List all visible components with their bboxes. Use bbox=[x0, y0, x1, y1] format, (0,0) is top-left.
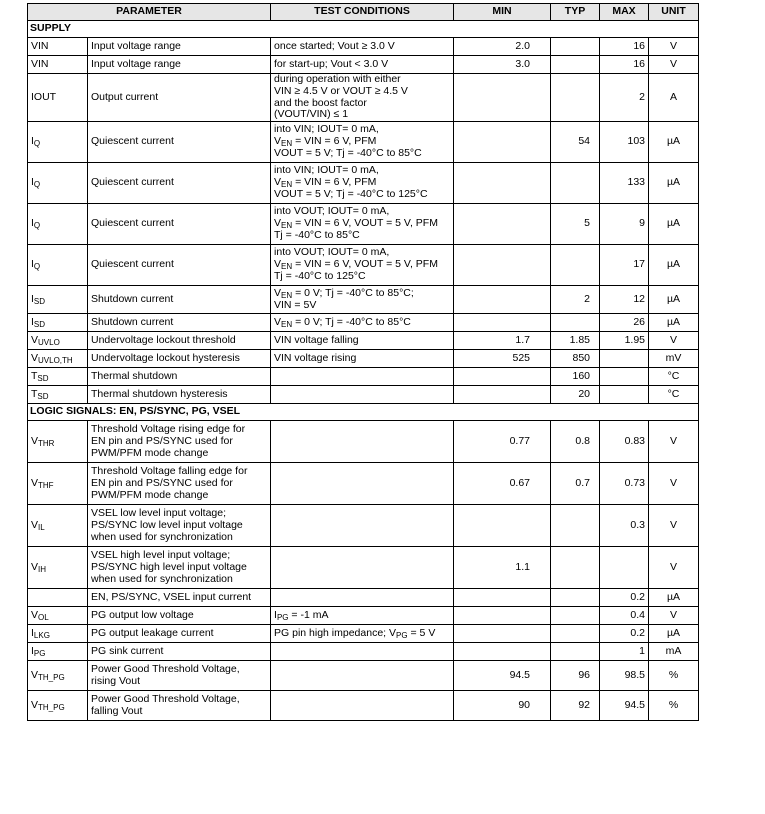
parameter-cell bbox=[88, 122, 271, 163]
table-row bbox=[28, 643, 699, 661]
parameter-cell bbox=[88, 607, 271, 625]
parameter-line: Thermal shutdown bbox=[91, 369, 178, 382]
unit-cell: µA bbox=[649, 314, 699, 332]
condition-line: $V_{EN}$ = VIN = 6 V, PFM bbox=[274, 135, 377, 149]
symbol-cell: $I_Q$ bbox=[28, 245, 88, 286]
condition-line: VIN voltage falling bbox=[274, 333, 359, 346]
condition-line: once started; Vout ≥ 3.0 V bbox=[274, 39, 395, 52]
typ-cell: 92 bbox=[551, 691, 600, 721]
parameter-line: Shutdown current bbox=[91, 315, 174, 328]
parameter-line: Input voltage range bbox=[91, 39, 181, 52]
unit-cell: µA bbox=[649, 204, 699, 245]
conditions-cell bbox=[271, 421, 454, 463]
min-cell bbox=[454, 122, 551, 163]
conditions-cell bbox=[271, 286, 454, 314]
condition-line: VIN voltage rising bbox=[274, 351, 357, 364]
unit-cell: µA bbox=[649, 589, 699, 607]
max-cell bbox=[600, 368, 649, 386]
min-cell bbox=[454, 286, 551, 314]
unit-cell: °C bbox=[649, 368, 699, 386]
max-cell: 16 bbox=[600, 56, 649, 74]
conditions-cell bbox=[271, 547, 454, 589]
parameter-cell bbox=[88, 332, 271, 350]
conditions-cell bbox=[271, 163, 454, 204]
condition-line: VOUT = 5 V; Tj = -40°C to 85°C bbox=[274, 147, 422, 160]
condition-line: into VIN; IOUT= 0 mA, bbox=[274, 123, 379, 136]
symbol-cell: $I_Q$ bbox=[28, 163, 88, 204]
max-cell: 0.83 bbox=[600, 421, 649, 463]
parameter-line: Shutdown current bbox=[91, 292, 174, 305]
parameter-cell bbox=[88, 643, 271, 661]
conditions-cell bbox=[271, 625, 454, 643]
symbol-cell bbox=[28, 589, 88, 607]
max-cell: 9 bbox=[600, 204, 649, 245]
header-test-conditions: TEST CONDITIONS bbox=[271, 4, 454, 21]
symbol-cell: $V_{UVLO,TH}$ bbox=[28, 350, 88, 368]
conditions-cell bbox=[271, 56, 454, 74]
parameter-line: Quiescent current bbox=[91, 135, 174, 148]
typ-cell bbox=[551, 56, 600, 74]
unit-cell: V bbox=[649, 463, 699, 505]
min-cell: 94.5 bbox=[454, 661, 551, 691]
condition-line: $V_{EN} = 0$ V; Tj = -40°C to 85°C bbox=[274, 315, 411, 329]
conditions-cell bbox=[271, 368, 454, 386]
conditions-cell bbox=[271, 661, 454, 691]
max-cell: 1 bbox=[600, 643, 649, 661]
symbol-cell: $V_{UVLO}$ bbox=[28, 332, 88, 350]
condition-line: $V_{EN}$ = VIN = 6 V, VOUT = 5 V, PFM bbox=[274, 258, 438, 272]
symbol-cell: $V_{IH}$ bbox=[28, 547, 88, 589]
parameter-cell bbox=[88, 38, 271, 56]
typ-cell bbox=[551, 643, 600, 661]
unit-cell: V bbox=[649, 56, 699, 74]
table-row bbox=[28, 286, 699, 314]
typ-cell bbox=[551, 607, 600, 625]
parameter-line: PG sink current bbox=[91, 644, 164, 657]
parameter-line: EN, PS/SYNC, VSEL input current bbox=[91, 590, 252, 603]
unit-cell: % bbox=[649, 691, 699, 721]
condition-line: into VOUT; IOUT= 0 mA, bbox=[274, 246, 390, 259]
parameter-line: PS/SYNC low level input voltage bbox=[91, 518, 243, 531]
unit-cell: A bbox=[649, 74, 699, 122]
max-cell: 1.95 bbox=[600, 332, 649, 350]
parameter-cell bbox=[88, 163, 271, 204]
unit-cell: µA bbox=[649, 122, 699, 163]
typ-cell bbox=[551, 74, 600, 122]
min-cell bbox=[454, 625, 551, 643]
max-cell: 16 bbox=[600, 38, 649, 56]
min-cell bbox=[454, 74, 551, 122]
unit-cell: V bbox=[649, 38, 699, 56]
min-cell: 0.77 bbox=[454, 421, 551, 463]
parameter-line: PS/SYNC high level input voltage bbox=[91, 560, 247, 573]
parameter-cell bbox=[88, 286, 271, 314]
typ-cell: 1.85 bbox=[551, 332, 600, 350]
symbol-cell: $V_{TH\_PG}$ bbox=[28, 661, 88, 691]
unit-cell: % bbox=[649, 661, 699, 691]
parameter-line: Thermal shutdown hysteresis bbox=[91, 387, 228, 400]
header-unit: UNIT bbox=[649, 4, 699, 21]
unit-cell: mA bbox=[649, 643, 699, 661]
typ-cell: 20 bbox=[551, 386, 600, 404]
symbol-cell: $V_{THF}$ bbox=[28, 463, 88, 505]
symbol-cell: $T_{SD}$ bbox=[28, 386, 88, 404]
condition-line: into VIN; IOUT= 0 mA, bbox=[274, 164, 379, 177]
max-cell: 0.3 bbox=[600, 505, 649, 547]
section-title: LOGIC SIGNALS: EN, PS/SYNC, PG, VSEL bbox=[28, 404, 699, 421]
max-cell: 103 bbox=[600, 122, 649, 163]
conditions-cell bbox=[271, 505, 454, 547]
table-row bbox=[28, 163, 699, 204]
parameter-line: Undervoltage lockout threshold bbox=[91, 333, 236, 346]
condition-line: and the boost factor bbox=[274, 96, 367, 109]
typ-cell: 0.8 bbox=[551, 421, 600, 463]
symbol-cell: VIN bbox=[28, 56, 88, 74]
parameter-cell bbox=[88, 245, 271, 286]
condition-line: $I_{PG} = -1$ mA bbox=[274, 608, 329, 622]
conditions-cell bbox=[271, 643, 454, 661]
condition-line: $V_{EN}$ = VIN = 6 V, VOUT = 5 V, PFM bbox=[274, 217, 438, 231]
condition-line: $V_{EN}$ = VIN = 6 V, PFM bbox=[274, 176, 377, 190]
table-row bbox=[28, 122, 699, 163]
table-row bbox=[28, 332, 699, 350]
table-row bbox=[28, 204, 699, 245]
parameter-line: Power Good Threshold Voltage, bbox=[91, 692, 240, 705]
max-cell: 133 bbox=[600, 163, 649, 204]
table-row bbox=[28, 625, 699, 643]
max-cell: 12 bbox=[600, 286, 649, 314]
min-cell bbox=[454, 163, 551, 204]
condition-line: VIN = 5V bbox=[274, 298, 317, 311]
typ-cell bbox=[551, 38, 600, 56]
condition-line: Tj = -40°C to 85°C bbox=[274, 229, 360, 242]
table-row bbox=[28, 547, 699, 589]
min-cell bbox=[454, 643, 551, 661]
unit-cell: V bbox=[649, 421, 699, 463]
conditions-cell bbox=[271, 463, 454, 505]
table-row bbox=[28, 56, 699, 74]
min-cell bbox=[454, 204, 551, 245]
max-cell: 98.5 bbox=[600, 661, 649, 691]
condition-line: VIN ≥ 4.5 V or VOUT ≥ 4.5 V bbox=[274, 84, 408, 97]
max-cell bbox=[600, 350, 649, 368]
table-row bbox=[28, 505, 699, 547]
unit-cell: V bbox=[649, 607, 699, 625]
parameter-cell bbox=[88, 463, 271, 505]
symbol-cell: $I_Q$ bbox=[28, 122, 88, 163]
typ-cell bbox=[551, 245, 600, 286]
conditions-cell bbox=[271, 122, 454, 163]
table-row bbox=[28, 74, 699, 122]
typ-cell bbox=[551, 547, 600, 589]
condition-line: Tj = -40°C to 125°C bbox=[274, 270, 366, 283]
typ-cell: 0.7 bbox=[551, 463, 600, 505]
conditions-cell bbox=[271, 204, 454, 245]
typ-cell bbox=[551, 314, 600, 332]
table-row bbox=[28, 691, 699, 721]
header-parameter: PARAMETER bbox=[28, 4, 271, 21]
header-row bbox=[28, 4, 699, 21]
typ-cell bbox=[551, 505, 600, 547]
typ-cell: 5 bbox=[551, 204, 600, 245]
parameter-cell bbox=[88, 589, 271, 607]
table-row bbox=[28, 314, 699, 332]
typ-cell: 96 bbox=[551, 661, 600, 691]
symbol-cell: $I_{SD}$ bbox=[28, 314, 88, 332]
unit-cell: mV bbox=[649, 350, 699, 368]
symbol-cell: $T_{SD}$ bbox=[28, 368, 88, 386]
parameter-cell bbox=[88, 505, 271, 547]
header-min: MIN bbox=[454, 4, 551, 21]
parameter-line: when used for synchronization bbox=[91, 572, 233, 585]
symbol-cell: IOUT bbox=[28, 74, 88, 122]
section-title: SUPPLY bbox=[28, 21, 699, 38]
symbol-cell: $V_{IL}$ bbox=[28, 505, 88, 547]
symbol-cell: $V_{OL}$ bbox=[28, 607, 88, 625]
parameter-line: Quiescent current bbox=[91, 217, 174, 230]
spec-table bbox=[27, 3, 699, 721]
parameter-line: VSEL high level input voltage; bbox=[91, 548, 231, 561]
table-row bbox=[28, 463, 699, 505]
min-cell: 2.0 bbox=[454, 38, 551, 56]
parameter-line: Quiescent current bbox=[91, 176, 174, 189]
conditions-cell bbox=[271, 38, 454, 56]
conditions-cell bbox=[271, 332, 454, 350]
unit-cell: µA bbox=[649, 286, 699, 314]
unit-cell: V bbox=[649, 547, 699, 589]
symbol-cell: $I_{LKG}$ bbox=[28, 625, 88, 643]
parameter-cell bbox=[88, 350, 271, 368]
parameter-cell bbox=[88, 386, 271, 404]
parameter-cell bbox=[88, 421, 271, 463]
parameter-line: PWM/PFM mode change bbox=[91, 488, 209, 501]
min-cell: 1.7 bbox=[454, 332, 551, 350]
header-max: MAX bbox=[600, 4, 649, 21]
condition-line: VOUT = 5 V; Tj = -40°C to 125°C bbox=[274, 188, 428, 201]
conditions-cell bbox=[271, 607, 454, 625]
symbol-cell: $I_Q$ bbox=[28, 204, 88, 245]
min-cell: 0.67 bbox=[454, 463, 551, 505]
parameter-cell bbox=[88, 691, 271, 721]
typ-cell: 54 bbox=[551, 122, 600, 163]
parameter-line: rising Vout bbox=[91, 674, 141, 687]
parameter-cell bbox=[88, 661, 271, 691]
max-cell: 26 bbox=[600, 314, 649, 332]
min-cell bbox=[454, 386, 551, 404]
symbol-cell: $I_{PG}$ bbox=[28, 643, 88, 661]
conditions-cell bbox=[271, 386, 454, 404]
parameter-line: Threshold Voltage falling edge for bbox=[91, 464, 248, 477]
parameter-line: PG output low voltage bbox=[91, 608, 194, 621]
parameter-cell bbox=[88, 74, 271, 122]
min-cell bbox=[454, 368, 551, 386]
parameter-line: PG output leakage current bbox=[91, 626, 214, 639]
min-cell: 90 bbox=[454, 691, 551, 721]
condition-line: into VOUT; IOUT= 0 mA, bbox=[274, 205, 390, 218]
table-row bbox=[28, 589, 699, 607]
max-cell bbox=[600, 386, 649, 404]
min-cell bbox=[454, 607, 551, 625]
parameter-line: Input voltage range bbox=[91, 57, 181, 70]
max-cell: 0.4 bbox=[600, 607, 649, 625]
max-cell: 0.2 bbox=[600, 589, 649, 607]
conditions-cell bbox=[271, 691, 454, 721]
conditions-cell bbox=[271, 589, 454, 607]
max-cell: 0.2 bbox=[600, 625, 649, 643]
parameter-line: VSEL low level input voltage; bbox=[91, 506, 227, 519]
symbol-cell: $V_{TH\_PG}$ bbox=[28, 691, 88, 721]
typ-cell: 2 bbox=[551, 286, 600, 314]
table-row bbox=[28, 607, 699, 625]
max-cell: 17 bbox=[600, 245, 649, 286]
conditions-cell bbox=[271, 350, 454, 368]
unit-cell: °C bbox=[649, 386, 699, 404]
parameter-line: falling Vout bbox=[91, 704, 143, 717]
section-row bbox=[28, 404, 699, 421]
table-row bbox=[28, 386, 699, 404]
max-cell: 2 bbox=[600, 74, 649, 122]
table-row bbox=[28, 421, 699, 463]
conditions-cell bbox=[271, 314, 454, 332]
unit-cell: µA bbox=[649, 245, 699, 286]
typ-cell: 160 bbox=[551, 368, 600, 386]
conditions-cell bbox=[271, 245, 454, 286]
symbol-cell: $V_{THR}$ bbox=[28, 421, 88, 463]
min-cell: 1.1 bbox=[454, 547, 551, 589]
typ-cell bbox=[551, 163, 600, 204]
table-row bbox=[28, 368, 699, 386]
max-cell bbox=[600, 547, 649, 589]
header-typ: TYP bbox=[551, 4, 600, 21]
parameter-line: Power Good Threshold Voltage, bbox=[91, 662, 240, 675]
condition-line: $V_{EN} = 0$ V; Tj = -40°C to 85°C; bbox=[274, 286, 414, 300]
unit-cell: V bbox=[649, 505, 699, 547]
min-cell: 3.0 bbox=[454, 56, 551, 74]
section-row bbox=[28, 21, 699, 38]
min-cell bbox=[454, 314, 551, 332]
table-row bbox=[28, 245, 699, 286]
max-cell: 94.5 bbox=[600, 691, 649, 721]
min-cell bbox=[454, 505, 551, 547]
min-cell bbox=[454, 245, 551, 286]
parameter-cell bbox=[88, 625, 271, 643]
min-cell: 525 bbox=[454, 350, 551, 368]
parameter-cell bbox=[88, 314, 271, 332]
symbol-cell: $I_{SD}$ bbox=[28, 286, 88, 314]
typ-cell bbox=[551, 589, 600, 607]
typ-cell: 850 bbox=[551, 350, 600, 368]
condition-line: PG pin high impedance; $V_{PG} = 5$ V bbox=[274, 626, 436, 640]
max-cell: 0.73 bbox=[600, 463, 649, 505]
parameter-line: when used for synchronization bbox=[91, 530, 233, 543]
condition-line: during operation with either bbox=[274, 73, 401, 85]
table-row bbox=[28, 661, 699, 691]
unit-cell: V bbox=[649, 332, 699, 350]
parameter-line: Quiescent current bbox=[91, 258, 174, 271]
table-row bbox=[28, 38, 699, 56]
parameter-line: EN pin and PS/SYNC used for bbox=[91, 434, 233, 447]
unit-cell: µA bbox=[649, 163, 699, 204]
parameter-line: Threshold Voltage rising edge for bbox=[91, 422, 246, 435]
conditions-cell bbox=[271, 74, 454, 122]
parameter-line: Undervoltage lockout hysteresis bbox=[91, 351, 240, 364]
min-cell bbox=[454, 589, 551, 607]
parameter-cell bbox=[88, 368, 271, 386]
parameter-line: EN pin and PS/SYNC used for bbox=[91, 476, 233, 489]
parameter-cell bbox=[88, 56, 271, 74]
typ-cell bbox=[551, 625, 600, 643]
table-body bbox=[28, 21, 699, 721]
parameter-cell bbox=[88, 547, 271, 589]
unit-cell: µA bbox=[649, 625, 699, 643]
parameter-line: Output current bbox=[91, 90, 159, 103]
table-row bbox=[28, 350, 699, 368]
condition-line: (VOUT/VIN) ≤ 1 bbox=[274, 108, 349, 121]
symbol-cell: VIN bbox=[28, 38, 88, 56]
parameter-line: PWM/PFM mode change bbox=[91, 446, 209, 459]
parameter-cell bbox=[88, 204, 271, 245]
condition-line: for start-up; Vout < 3.0 V bbox=[274, 57, 389, 70]
